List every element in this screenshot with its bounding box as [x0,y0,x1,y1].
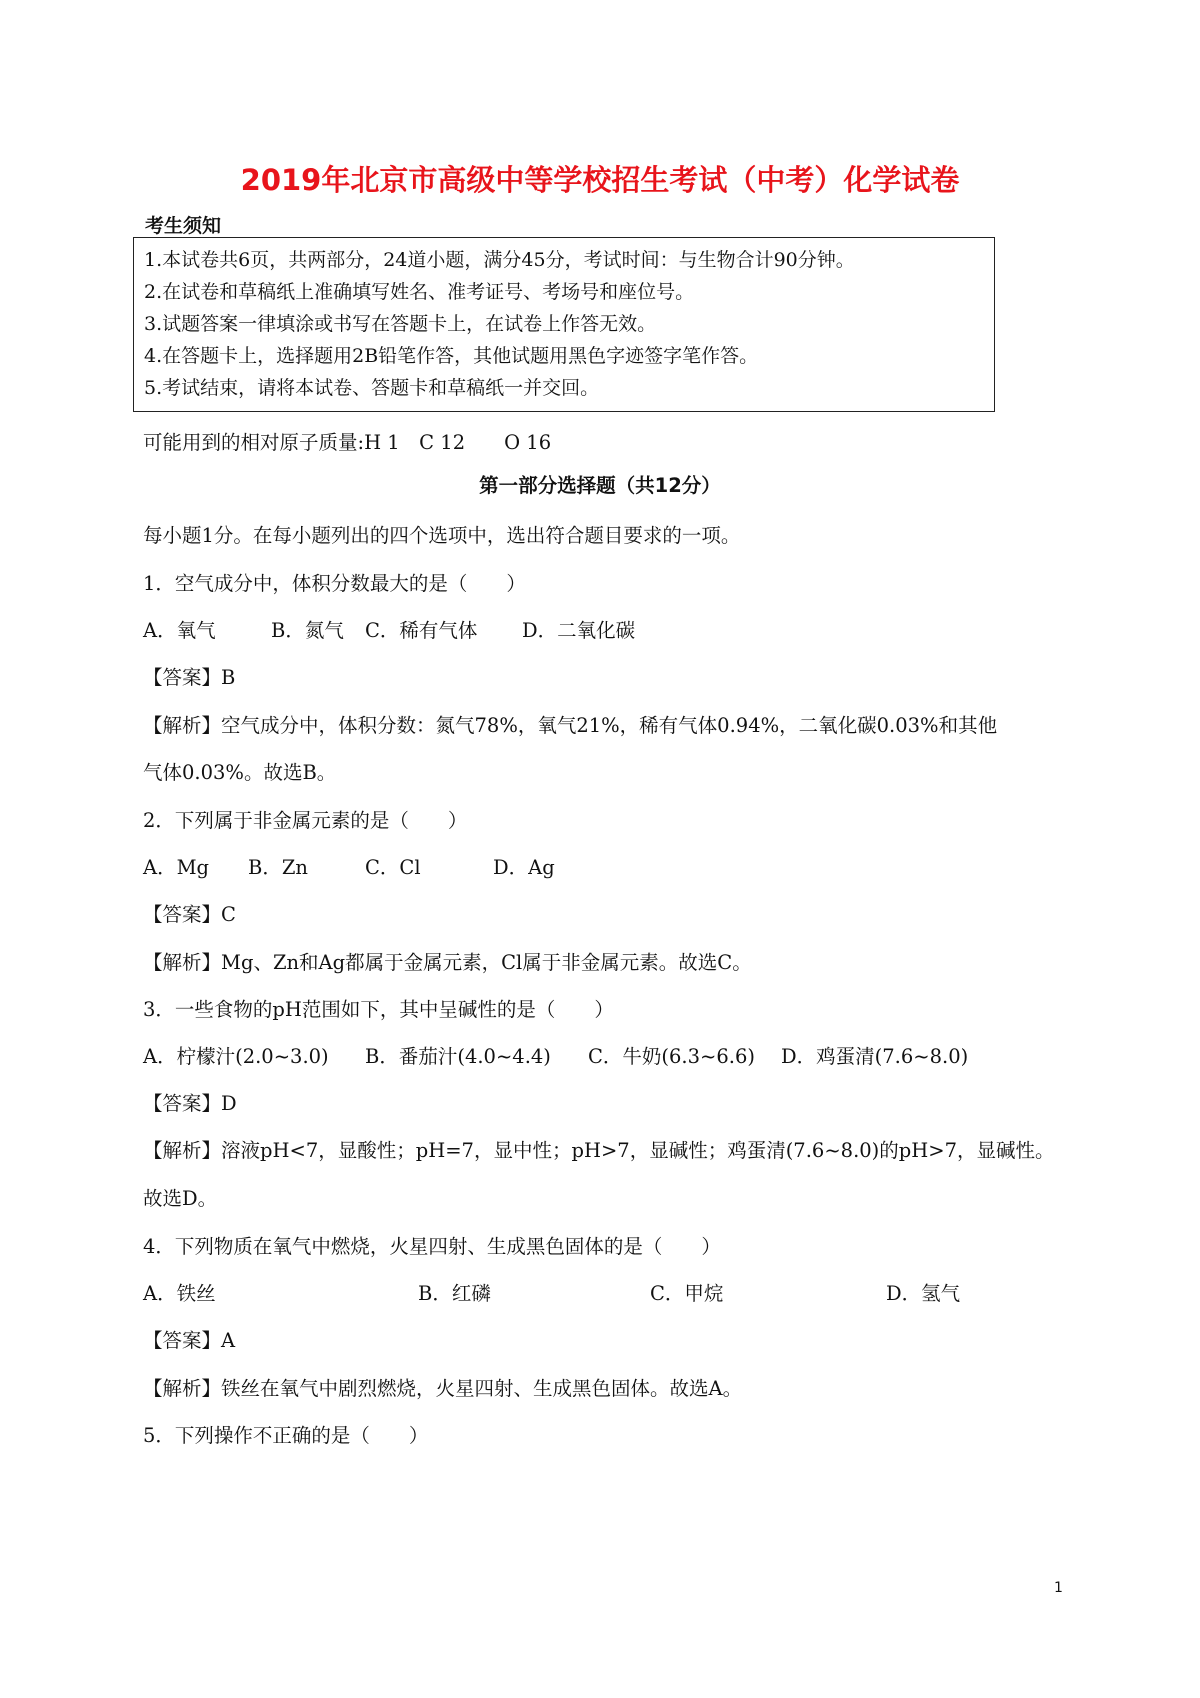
option-a: A．氧气 [143,619,216,642]
option-c: C．Cl [365,856,421,879]
question-stem: 4．下列物质在氧气中燃烧，火星四射、生成黑色固体的是（ ） [143,1235,721,1258]
option-a: A．Mg [143,856,210,879]
option-a: A．柠檬汁(2.0~3.0) [143,1045,329,1068]
answer: 【答案】B [143,666,236,689]
option-d: D．鸡蛋清(7.6~8.0) [781,1045,969,1068]
option-b: B．红磷 [418,1282,491,1305]
notice-label: 考生须知 [145,215,222,237]
section-instruction: 每小题1分。在每小题列出的四个选项中，选出符合题目要求的一项。 [143,524,741,547]
answer: 【答案】C [143,903,236,926]
question-stem: 2．下列属于非金属元素的是（ ） [143,809,468,832]
section-title: 第一部分选择题（共12分） [479,474,721,497]
question-stem: 5．下列操作不正确的是（ ） [143,1424,429,1447]
exam-title: 2019年北京市高级中等学校招生考试（中考）化学试卷 [240,163,960,197]
option-b: B．氮气 [271,619,344,642]
answer: 【答案】A [143,1329,236,1352]
option-b: B．番茄汁(4.0~4.4) [365,1045,551,1068]
question-stem: 1．空气成分中，体积分数最大的是（ ） [143,572,526,595]
option-d: D．二氧化碳 [522,619,636,642]
question-stem: 3．一些食物的pH范围如下，其中呈碱性的是（ ） [143,998,614,1021]
analysis-line: 【解析】Mg、Zn和Ag都属于金属元素，Cl属于非金属元素。故选C。 [143,951,752,974]
option-c: C．牛奶(6.3~6.6) [588,1045,755,1068]
analysis-line: 故选D。 [143,1187,218,1210]
option-d: D．氢气 [886,1282,961,1305]
notice-box [133,237,995,412]
analysis-line: 气体0.03%。故选B。 [143,761,337,784]
page-number: 1 [1054,1580,1063,1596]
option-c: C．甲烷 [650,1282,724,1305]
option-c: C．稀有气体 [365,619,478,642]
analysis-line: 【解析】溶液pH<7，显酸性；pH=7，显中性；pH>7，显碱性；鸡蛋清(7.6~8.0)的pH>7，显碱性。 [143,1139,1055,1162]
option-b: B．Zn [248,856,308,879]
analysis-line: 【解析】空气成分中，体积分数：氮气78%，氧气21%，稀有气体0.94%，二氧化碳0.03%和其他 [143,714,998,737]
notice-item: 1.本试卷共6页，共两部分，24道小题，满分45分，考试时间：与生物合计90分钟。 [144,249,855,271]
notice-item: 4.在答题卡上，选择题用2B铅笔作答，其他试题用黑色字迹签字笔作答。 [144,345,759,367]
option-a: A．铁丝 [143,1282,216,1305]
atomic-mass-line: 可能用到的相对原子质量:H 1 C 12 O 16 [143,431,552,454]
answer: 【答案】D [143,1092,237,1115]
analysis-line: 【解析】铁丝在氧气中剧烈燃烧，火星四射、生成黑色固体。故选A。 [143,1377,743,1400]
notice-item: 5.考试结束，请将本试卷、答题卡和草稿纸一并交回。 [144,377,600,399]
notice-item: 3.试题答案一律填涂或书写在答题卡上，在试卷上作答无效。 [144,313,657,335]
option-d: D．Ag [493,856,555,879]
notice-item: 2.在试卷和草稿纸上准确填写姓名、准考证号、考场号和座位号。 [144,281,695,303]
